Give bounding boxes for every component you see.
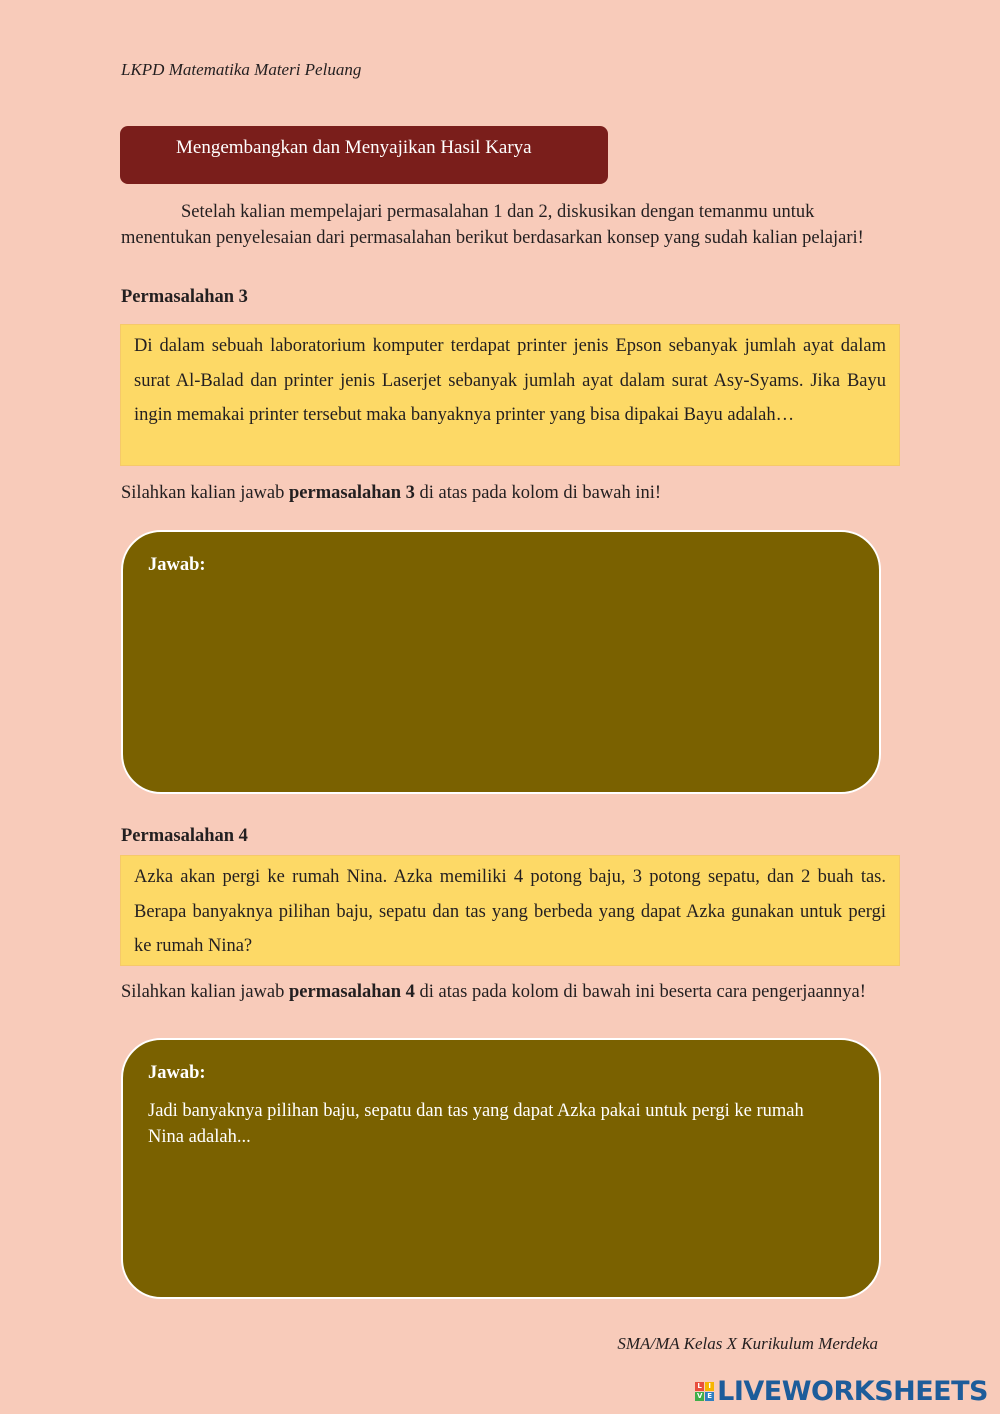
instruction-bold: permasalahan 4 <box>289 982 415 1002</box>
instruction-text: di atas pada kolom di bawah ini! <box>414 483 662 503</box>
answer-label: Jawab: <box>148 1063 206 1083</box>
intro-paragraph: Setelah kalian mempelajari permasalahan 1 dan 2, diskusikan dengan temanmu untuk menentukan penyelesaian dari permasalahan berikut berdasarkan konsep yang sudah kalian pelajari! <box>121 202 864 248</box>
problem-4-heading: Permasalahan 4 <box>121 826 248 846</box>
answer-box-4[interactable] <box>121 1038 881 1299</box>
answer-box-3[interactable] <box>121 530 881 794</box>
problem-3-heading: Permasalahan 3 <box>121 287 248 307</box>
problem-4-text: Azka akan pergi ke rumah Nina. Azka memiliki 4 potong baju, 3 potong sepatu, dan 2 buah tas. Berapa banyaknya pilihan baju, sepatu dan tas yang berbeda yang dapat Azka gunakan untuk pergi ke rumah Nina? <box>134 867 886 957</box>
instruction-text: Silahkan kalian jawab <box>121 982 289 1002</box>
section-title: Mengembangkan dan Menyajikan Hasil Karya <box>176 137 532 158</box>
problem-3-box <box>120 324 900 466</box>
logo-mark-icon <box>695 1382 714 1401</box>
section-banner <box>120 126 608 184</box>
logo-mark-letter: V <box>696 1392 703 1400</box>
instruction-text: di atas pada kolom di bawah ini beserta cara pengerjaannya! <box>414 982 866 1002</box>
page-footer: SMA/MA Kelas X Kurikulum Merdeka <box>617 1334 878 1353</box>
logo-text: LIVEWORKSHEETS <box>717 1376 988 1407</box>
logo-mark-letter: L <box>695 1382 704 1391</box>
instruction-text: Silahkan kalian jawab <box>121 483 289 503</box>
logo-mark-letter: E <box>705 1392 714 1401</box>
answer-text: Jadi banyaknya pilihan baju, sepatu dan tas yang dapat Azka pakai untuk pergi ke rumah Nina adalah... <box>148 1101 804 1147</box>
problem-4-instruction <box>121 979 881 1005</box>
liveworksheets-logo[interactable] <box>695 1376 988 1407</box>
problem-4-box <box>120 855 900 966</box>
answer-label: Jawab: <box>148 555 206 575</box>
problem-3-text: Di dalam sebuah laboratorium komputer terdapat printer jenis Epson sebanyak jumlah ayat dalam surat Al-Balad dan printer jenis Laserjet sebanyak jumlah ayat dalam surat Asy-Syams. Jika Bayu ingin memakai printer tersebut maka banyaknya printer yang bisa dipakai Bayu adalah… <box>134 336 886 426</box>
logo-mark-letter: I <box>705 1382 714 1391</box>
page-header: LKPD Matematika Materi Peluang <box>121 60 362 79</box>
problem-3-instruction <box>121 480 881 506</box>
instruction-bold: permasalahan 3 <box>289 483 415 503</box>
